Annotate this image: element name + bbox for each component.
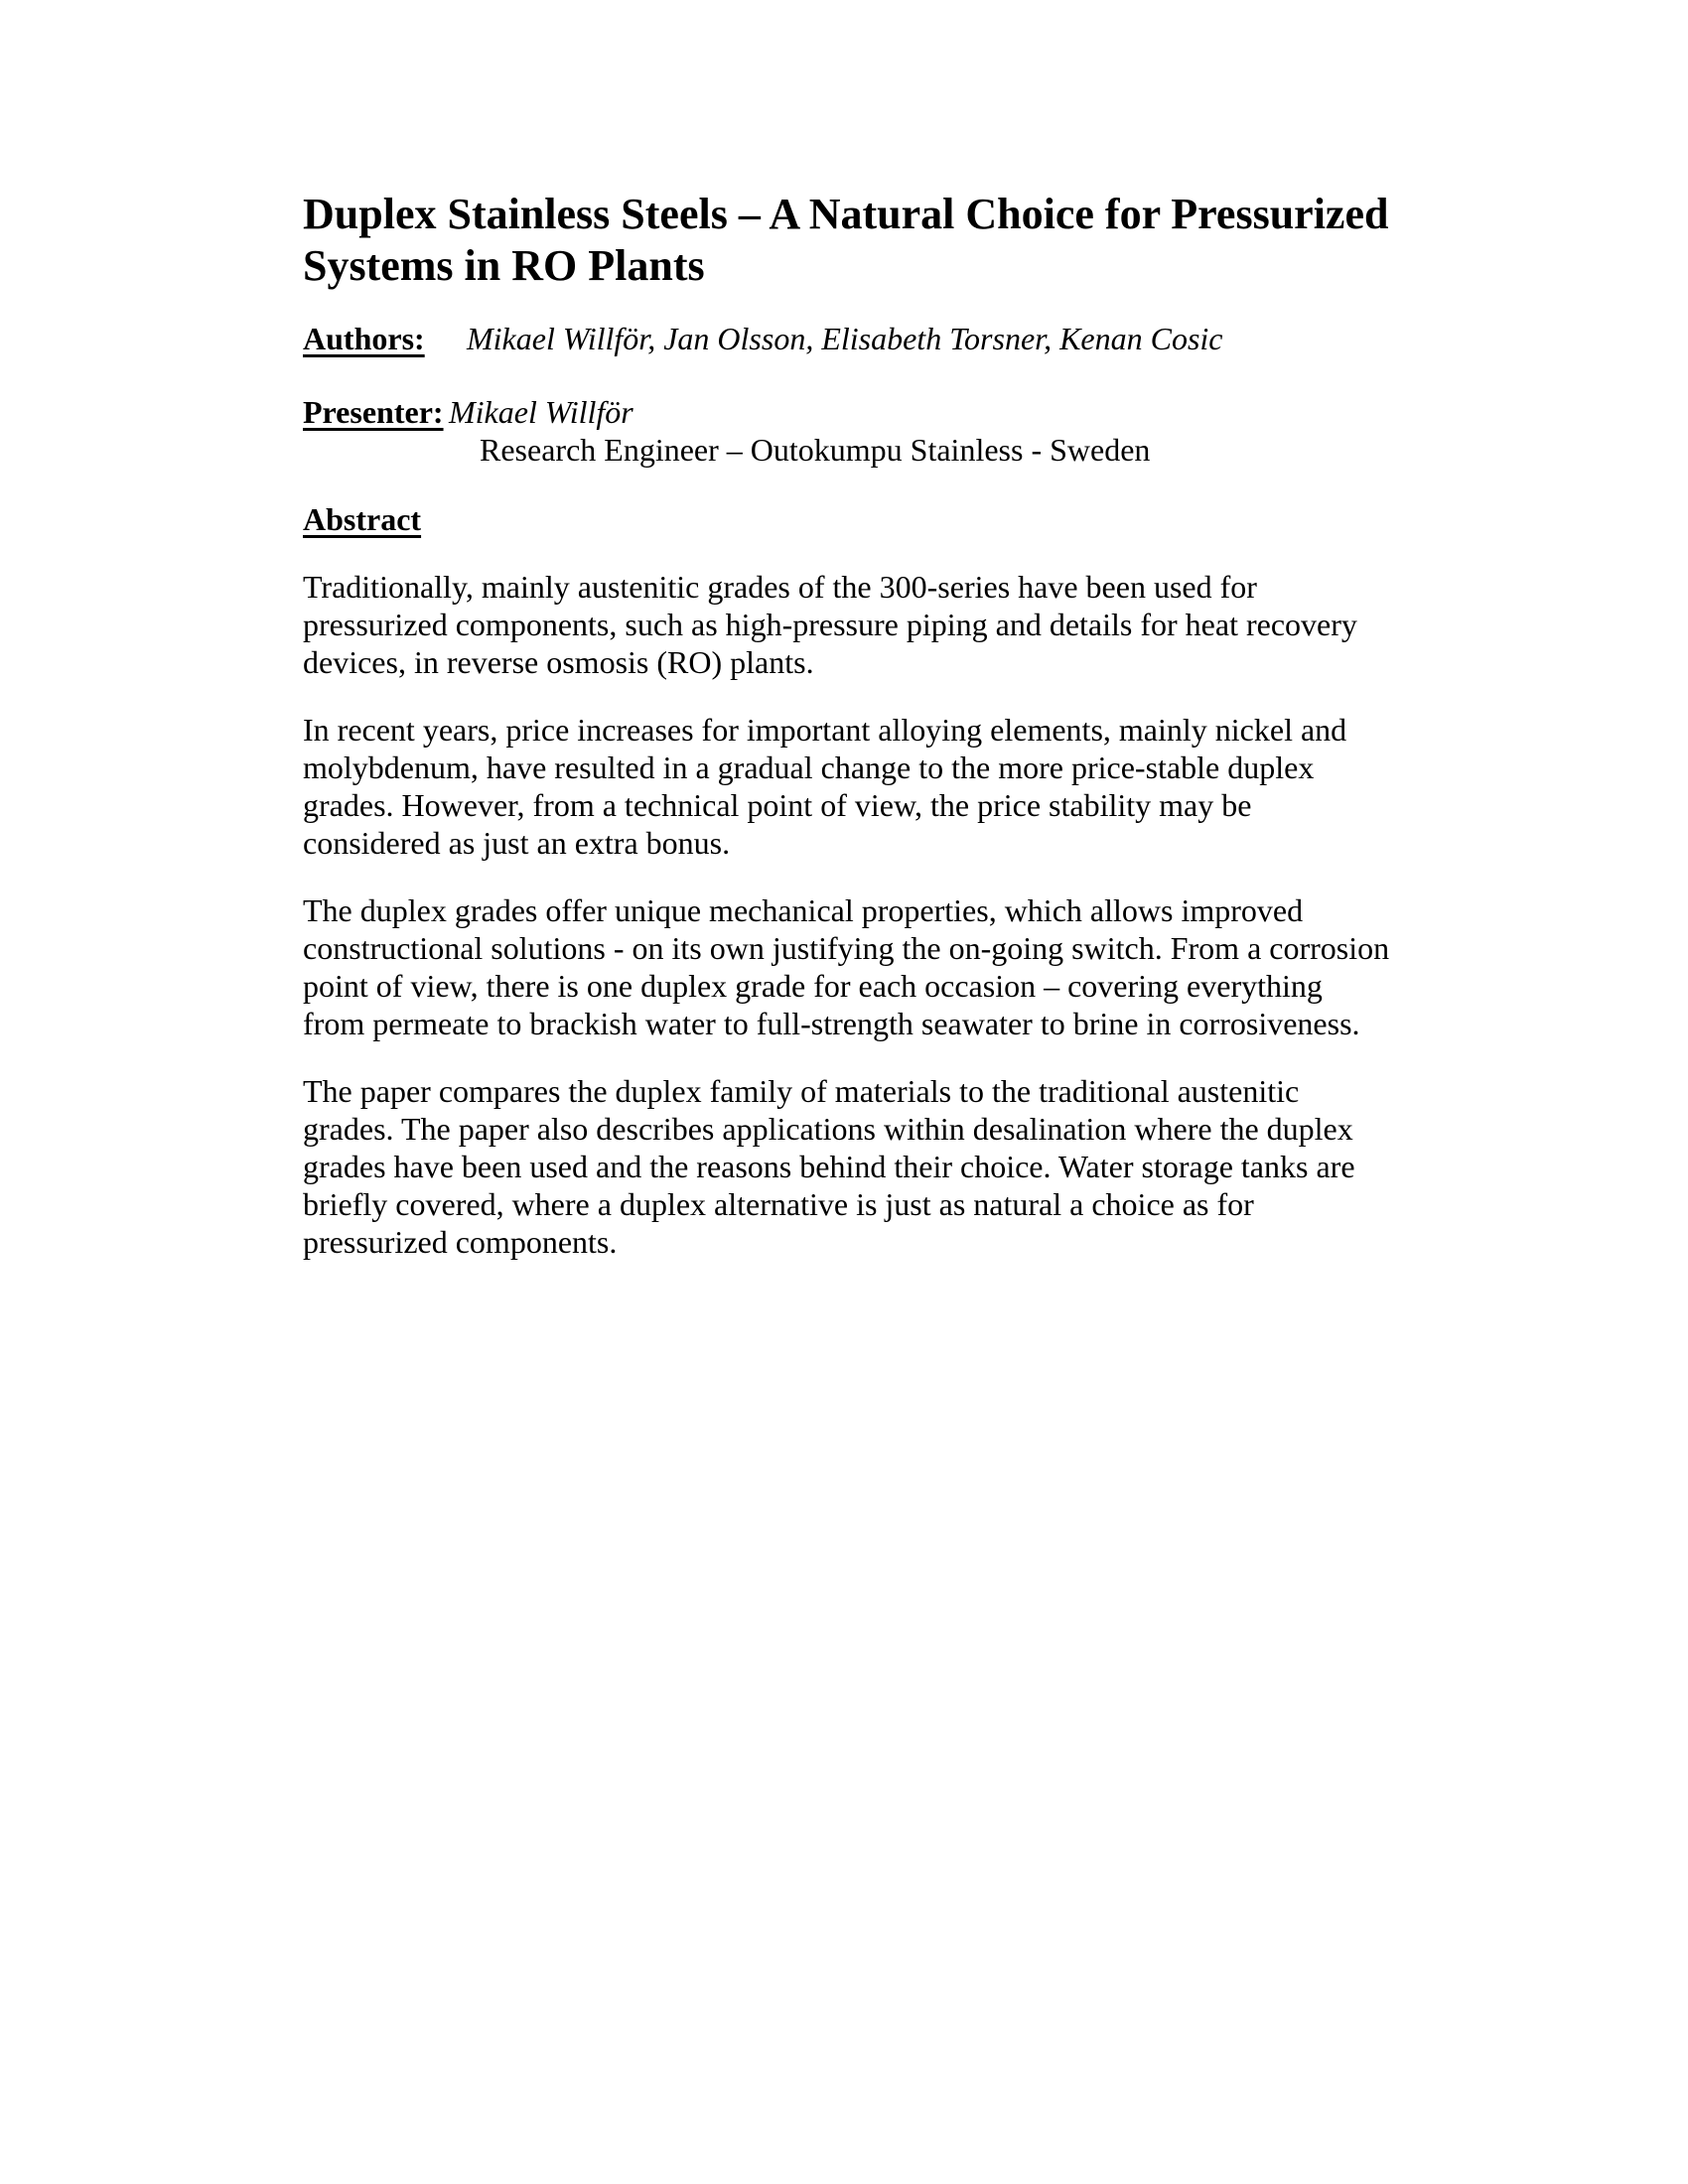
presenter-role: Research Engineer – Outokumpu Stainless - Sweden: [480, 432, 1151, 468]
presenter-name: Mikael Willför: [449, 394, 633, 430]
authors-value: Mikael Willför, Jan Olsson, Elisabeth Torsner, Kenan Cosic: [467, 321, 1223, 356]
presenter-row: [303, 393, 1390, 469]
presenter-value: [449, 393, 1390, 469]
abstract-paragraphs: [303, 568, 1390, 1261]
authors-row: [303, 320, 1390, 357]
abstract-paragraph: In recent years, price increases for important alloying elements, mainly nickel and molybdenum, have resulted in a gradual change to the more price-stable duplex grades. However, from a technical point of view, the price stability may be considered as just an extra bonus.: [303, 712, 1347, 861]
abstract-paragraph: The duplex grades offer unique mechanical properties, which allows improved constructional solutions - on its own justifying the on-going switch. From a corrosion point of view, there is one duplex grade for each occasion – covering everything from permeate to brackish water to full-strength seawater to brine in corrosiveness.: [303, 892, 1390, 1041]
page-title: Duplex Stainless Steels – A Natural Choice for Pressurized Systems in RO Plants: [303, 190, 1389, 290]
abstract-paragraph: Traditionally, mainly austenitic grades of the 300-series have been used for pressurized components, such as high-pressure piping and details for heat recovery devices, in reverse osmosis (RO) plants.: [303, 569, 1357, 680]
abstract-heading: Abstract: [303, 501, 422, 537]
presenter-label: Presenter:: [303, 394, 444, 430]
document-content: [303, 189, 1390, 1261]
authors-label: Authors:: [303, 321, 425, 356]
abstract-paragraph: The paper compares the duplex family of materials to the traditional austenitic grades. The paper also describes applications within desalination where the duplex grades have been used and the reasons behind their choice. Water storage tanks are briefly covered, where a duplex alternative is just as natural a choice as for pressurized components.: [303, 1073, 1355, 1260]
